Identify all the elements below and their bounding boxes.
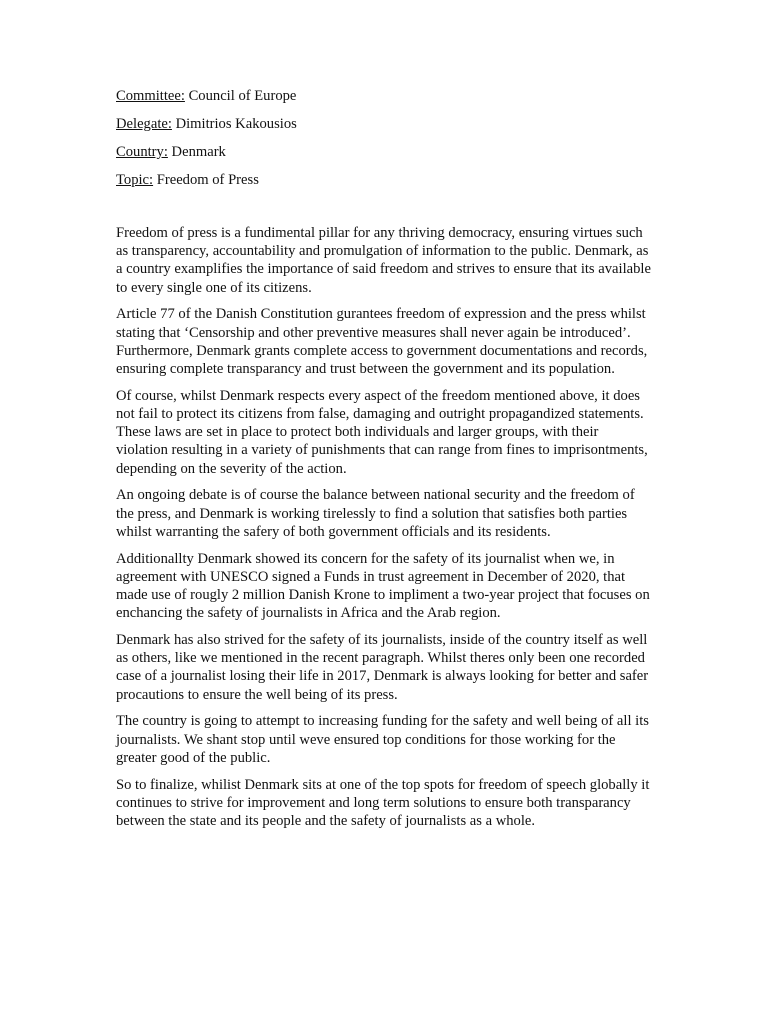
paragraph-conclusion: So to finalize, whilist Denmark sits at one of the top spots for freedom of speech globally it continues to strive for improvement and long term solutions to ensure both transparancy between the state and its people and the safety of journalists as a whole. [116,776,650,830]
paragraph-protection: Of course, whilst Denmark respects every aspect of the freedom mentioned above, it does not fail to protect its citizens from false, damaging and outright propagandized statements. These laws are set in place to protect both individuals and larger groups, with their violation resulting in a variety of punishments that can range from fines to imprisontments, depending on the severity of the action. [116,387,648,477]
committee-value: Council of Europe [188,88,297,104]
topic-value: Freedom of Press [156,172,259,188]
paragraph-unesco: Additionallty Denmark showed its concern for the safety of its journalist when we, in agreement with UNESCO signed a Funds in trust agreement in December of 2020, that made use of rougly 2 million Danish Krone to impliment a two-year project that focuses on enchancing the safety of journalists in Africa and the Arab region. [116,550,650,622]
document-body [116,224,652,830]
paragraph-intro: Freedom of press is a fundimental pillar for any thriving democracy, ensuring virtues such as transparency, accountability and promulgation of information to the public. Denmark, as a country examplifies the importance of said freedom and strives to ensure that its available to every single one of its citizens. [116,225,651,296]
paragraph-journalist-safety: Denmark has also strived for the safety of its journalists, inside of the country itself as well as others, like we mentioned in the recent paragraph. Whilst theres only been one recorded case of a journalist losing their life in 2017, Denmark is always looking for better and safer procautions to ensure the well being of its press. [116,632,649,703]
country-line [116,142,652,162]
paragraph-funding: The country is going to attempt to increasing funding for the safety and well being of all its journalists. We shant stop until weve ensured top conditions for those working for the greater good of the public. [116,713,649,766]
delegate-label: Delegate: [116,116,172,132]
country-label: Country: [116,144,168,160]
document-page [116,86,652,839]
topic-label: Topic: [116,172,154,188]
delegate-line [116,114,652,134]
committee-label: Committee: [116,88,185,104]
committee-line [116,86,652,106]
paragraph-debate: An ongoing debate is of course the balance between national security and the freedom of the press, and Denmark is working tirelessly to find a solution that satisfies both parties whilst warranting the safery of both government officials and its residents. [116,487,635,540]
delegate-value: Dimitrios Kakousios [175,116,297,132]
document-header [116,86,652,190]
paragraph-article-77: Article 77 of the Danish Constitution gurantees freedom of expression and the press whilst stating that ‘Censorship and other preventive measures shall never again be introduced’. Furthermore, Denmark grants complete access to government documentations and records, ensuring complete transparancy and trust between the government and its population. [116,306,648,378]
topic-line [116,170,652,190]
country-value: Denmark [171,144,226,160]
